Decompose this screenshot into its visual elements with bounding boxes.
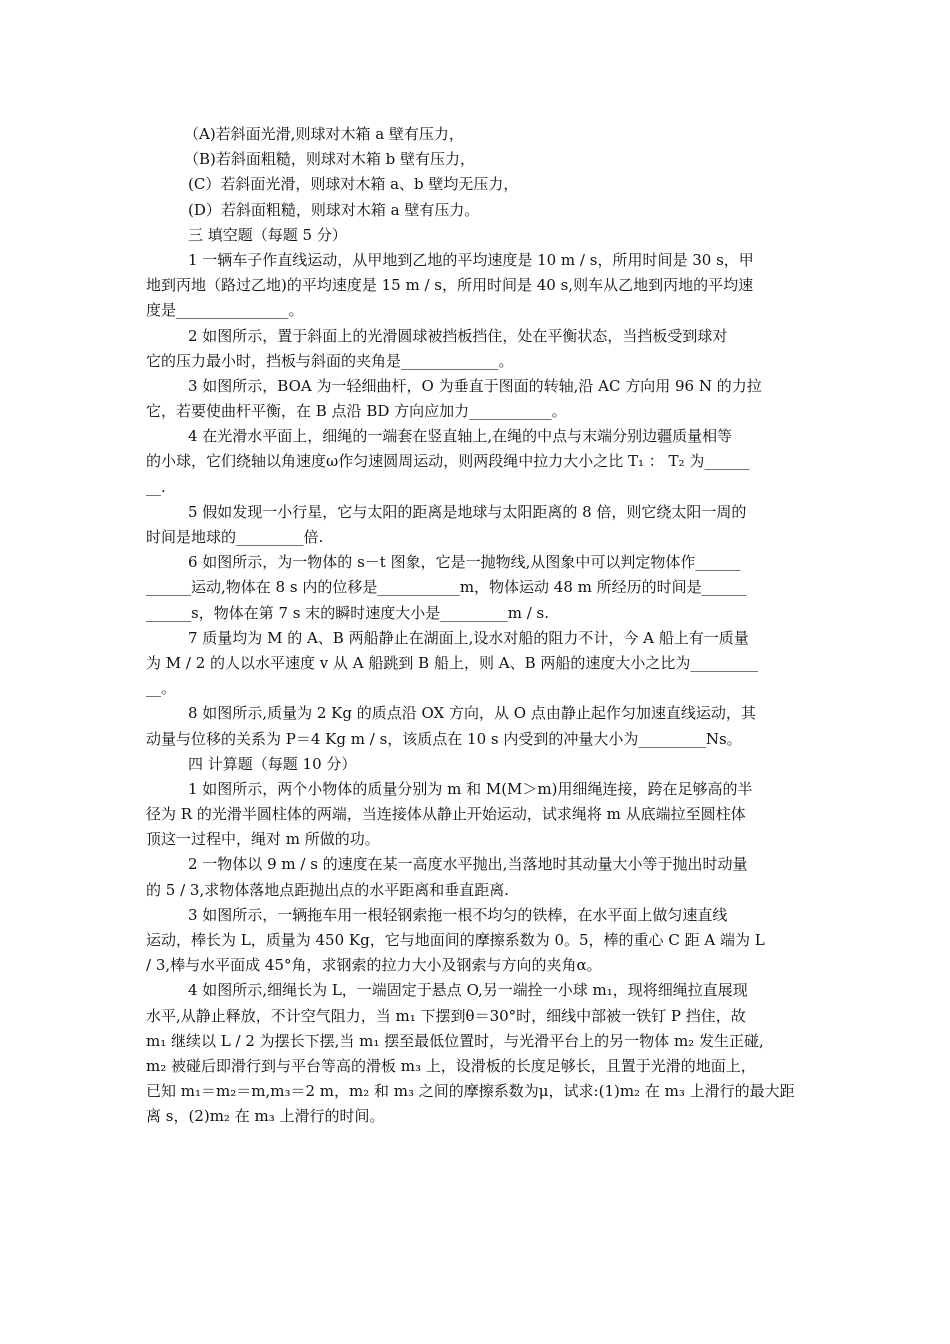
document-page [146, 122, 810, 1130]
fill-q1-line3: 度是_______________。 [146, 301, 304, 320]
fill-q5-line2: 时间是地球的_________倍. [146, 528, 324, 546]
fill-q5-line1: 5 假如发现一小行星，它与太阳的距离是地球与太阳距离的 8 倍，则它绕太阳一周的 [188, 502, 747, 521]
choice-b: （B)若斜面粗糙，则球对木箱 b 壁有压力， [184, 150, 476, 169]
fill-q1-line1: 1 一辆车子作直线运动，从甲地到乙地的平均速度是 10 m / s，所用时间是 30 s，甲 [188, 250, 754, 269]
fill-q1-line2: 地到丙地（路过乙地)的平均速度是 15 m / s，所用时间是 40 s,则车从乙地到丙地的平均速 [146, 276, 754, 295]
choice-d: (D）若斜面粗糙，则球对木箱 a 壁有压力。 [188, 200, 480, 219]
calc-q4-line1: 4 如图所示,细绳长为 L，一端固定于悬点 O,另一端拴一小球 m₁，现将细绳拉直展现 [188, 981, 748, 1000]
fill-q2-line1: 2 如图所示，置于斜面上的光滑圆球被挡板挡住，处在平衡状态，当挡板受到球对 [188, 326, 728, 345]
choice-a: （A)若斜面光滑,则球对木箱 a 壁有压力， [184, 125, 464, 143]
calc-q4-line4: m₂ 被碰后即滑行到与平台等高的滑板 m₃ 上，设滑板的长度足够长，且置于光滑的地面上， [146, 1056, 756, 1075]
fill-q2-line2: 它的压力最小时，挡板与斜面的夹角是_____________。 [146, 351, 514, 370]
calc-q2-line2: 的 5 / 3,求物体落地点距抛出点的水平距离和垂直距离. [146, 880, 509, 899]
fill-q3-line1: 3 如图所示，BOA 为一轻细曲杆，O 为垂直于图面的转轴,沿 AC 方向用 96 N 的力拉 [188, 376, 762, 395]
calc-q4-line6: 离 s，(2)m₂ 在 m₃ 上滑行的时间。 [146, 1107, 385, 1126]
fill-q4-line2: 的小球，它们绕轴以角速度ω作匀速圆周运动，则两段绳中拉力大小之比 T₁ ： T₂ 为______ [146, 452, 750, 471]
choice-c: (C）若斜面光滑，则球对木箱 a、b 壁均无压力， [188, 175, 519, 194]
fill-q6-line2: ______运动,物体在 8 s 内的位移是___________m，物体运动 48 m 所经历的时间是______ [146, 578, 747, 597]
calc-q3-line3: / 3,棒与水平面成 45°角，求钢索的拉力大小及钢索与方向的夹角α。 [146, 956, 602, 975]
calc-q4-line5: 已知 m₁＝m₂＝m,m₃＝2 m，m₂ 和 m₃ 之间的摩擦系数为μ，试求:(1)m₂ 在 m₃ 上滑行的最大距 [146, 1082, 795, 1101]
calc-q4-line2: 水平,从静止释放，不计空气阻力，当 m₁ 下摆到θ＝30°时，细线中部被一铁钉 P 挡住，故 [146, 1006, 746, 1025]
calc-q4-line3: m₁ 继续以 L / 2 为摆长下摆,当 m₁ 摆至最低位置时，与光滑平台上的另一物体 m₂ 发生正碰, [146, 1031, 764, 1050]
section-4-title: 四 计算题（每题 10 分） [188, 754, 357, 773]
fill-q6-line1: 6 如图所示，为一物体的 s－t 图象，它是一抛物线,从图象中可以判定物体作______ [188, 553, 741, 572]
calc-q3-line2: 运动，棒长为 L，质量为 450 Kg，它与地面间的摩擦系数为 0。5，棒的重心 C 距 A 端为 L [146, 931, 765, 949]
fill-q7-line3: __。 [146, 679, 177, 698]
fill-q4-line1: 4 在光滑水平面上，细绳的一端套在竖直轴上,在绳的中点与末端分别边疆质量相等 [188, 427, 733, 446]
section-3-title: 三 填空题（每题 5 分） [188, 225, 347, 244]
fill-q8-line2: 动量与位移的关系为 P＝4 Kg m / s，该质点在 10 s 内受到的冲量大小为_________Ns。 [146, 729, 742, 748]
fill-q4-line3: __. [146, 477, 166, 496]
calc-q1-line1: 1 如图所示，两个小物体的质量分别为 m 和 M(M＞m)用细绳连接，跨在足够高的半 [188, 779, 753, 798]
fill-q8-line1: 8 如图所示,质量为 2 Kg 的质点沿 OX 方向，从 O 点由静止起作匀加速直线运动，其 [188, 704, 756, 723]
calc-q3-line1: 3 如图所示，一辆拖车用一根轻钢索拖一根不均匀的铁棒，在水平面上做匀速直线 [188, 905, 728, 924]
fill-q6-line3: ______s，物体在第 7 s 末的瞬时速度大小是_________m / s. [146, 603, 550, 622]
fill-q3-line2: 它，若要使曲杆平衡，在 B 点沿 BD 方向应加力___________。 [146, 402, 567, 421]
fill-q7-line1: 7 质量均为 M 的 A、B 两船静止在湖面上,设水对船的阻力不计，今 A 船上有一质量 [188, 628, 749, 647]
calc-q1-line3: 顶这一过程中，绳对 m 所做的功。 [146, 830, 380, 849]
fill-q7-line2: 为 M / 2 的人以水平速度 v 从 A 船跳到 B 船上，则 A、B 两船的速度大小之比为_________ [146, 653, 758, 672]
calc-q2-line1: 2 一物体以 9 m / s 的速度在某一高度水平抛出,当落地时其动量大小等于抛出时动量 [188, 855, 748, 874]
calc-q1-line2: 径为 R 的光滑半圆柱体的两端，当连接体从静止开始运动，试求绳将 m 从底端拉至圆柱体 [146, 805, 746, 824]
